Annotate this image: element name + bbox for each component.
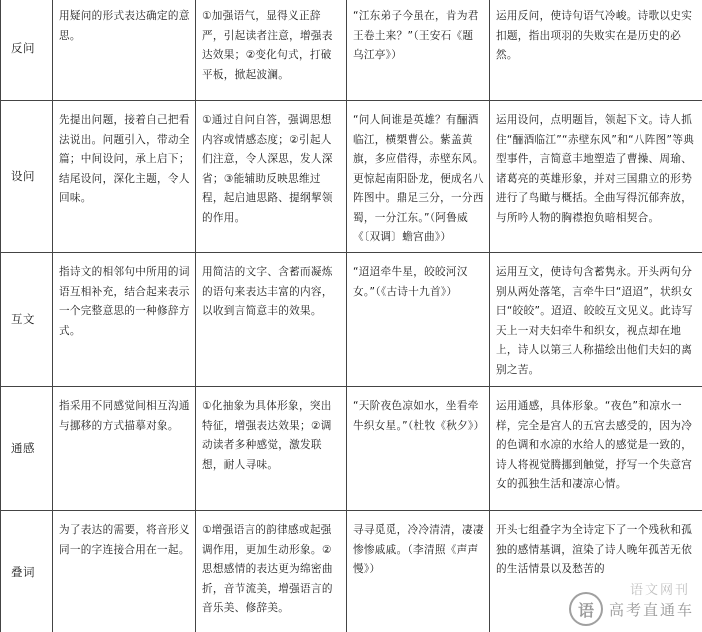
device-definition: 用疑问的形式表达确定的意思。: [53, 0, 196, 101]
table-row: [1, 0, 702, 101]
device-definition: 指采用不同感觉间相互沟通与挪移的方式描摹对象。: [53, 387, 196, 511]
table-row: [1, 511, 702, 632]
device-analysis: 运用设问，点明题旨，领起下文。诗人抓住“酾酒临江”“赤壁东风”和“八阵图”等典型事件，言简意丰地塑造了曹操、周瑜、诸葛亮的英雄形象，并对三国鼎立的形势进行了鸟瞰与概括。全曲写得沉郁奔放，与所吟人物的胸襟抱负暗相契合。: [490, 101, 702, 253]
device-effect: ①通过自问自答，强调思想内容或情感态度；②引起人们注意，令人深思，发人深省；③能辅助反映思维过程，起启迪思路、提纲挈领的作用。: [196, 101, 347, 253]
table-row: [1, 253, 702, 387]
device-example: 寻寻觅觅，冷冷清清，凄凄惨惨戚戚。（李清照《声声慢》）: [347, 511, 490, 632]
device-name: 反问: [1, 0, 53, 101]
device-name: 互文: [1, 253, 53, 387]
watermark-text-main: 高考直通车: [608, 600, 694, 619]
device-effect: ①化抽象为具体形象，突出特征，增强表达效果；②调动读者多种感觉，激发联想，耐人寻味。: [196, 387, 347, 511]
device-effect: ①增强语言的韵律感或起强调作用，更加生动形象。②思想感情的表达更为绵密曲折，音节流美，增强语言的音乐美、修辞美。: [196, 511, 347, 632]
device-example: “江东弟子今虽在，肯为君王卷土来？”（王安石《题乌江亭》）: [347, 0, 490, 101]
table-row: [1, 387, 702, 511]
device-example: “天阶夜色凉如水，坐看牵牛织女星。”（杜牧《秋夕》）: [347, 387, 490, 511]
device-analysis: 运用通感，具体形象。“夜色”和凉水一样，完全是宫人的五宫去感受的，因为冷的色调和水凉的水给人的感觉是一致的，诗人将视觉腾挪到触觉，抒写一个失意宫女的孤独生活和凄凉心情。: [490, 387, 702, 511]
device-effect: ①加强语气，显得义正辞严，引起读者注意，增强表达效果；②变化句式，打破平板，掀起波澜。: [196, 0, 347, 101]
device-analysis: 运用互文，使诗句含蓄隽永。开头两句分别从两处落笔，言牵牛曰“迢迢”，状织女曰“皎皎”。迢迢、皎皎互文见义。此诗写天上一对夫妇牵牛和织女，视点却在地上，诗人以第三人称描绘出他们夫妇的离别之苦。: [490, 253, 702, 387]
device-example: “问人间谁是英雄？有酾酒临江，横槊曹公。紫盖黄旗，多应借得，赤壁东风。更惊起南阳卧龙，便成名八阵图中。鼎足三分，一分西蜀，一分江东。”（阿鲁威《〔双调〕蟾宫曲》）: [347, 101, 490, 253]
device-definition: 先提出问题，接着自己把看法说出。问题引入，带动全篇；中间设问，承上启下；结尾设问，深化主题，令人回味。: [53, 101, 196, 253]
watermark-logo-icon: 语: [569, 592, 603, 626]
device-example: “迢迢牵牛星，皎皎河汉女。”（《古诗十九首》）: [347, 253, 490, 387]
device-analysis: 运用反问，使诗句语气冷峻。诗歌以史实扣题，指出项羽的失败实在是历史的必然。: [490, 0, 702, 101]
table-row: [1, 101, 702, 253]
device-analysis: 开头七组叠字为全诗定下了一个残秋和孤独的感情基调，渲染了诗人晚年孤苦无依的生活情景以及愁苦的: [490, 511, 702, 632]
device-name: 通感: [1, 387, 53, 511]
device-effect: 用简洁的文字、含蓄而凝炼的语句来表达丰富的内容，以收到言简意丰的效果。: [196, 253, 347, 387]
device-definition: 指诗文的相邻句中所用的词语互相补充，结合起来表示一个完整意思的一种修辞方式。: [53, 253, 196, 387]
watermark-text-sub: 语文网刊: [629, 583, 690, 598]
device-name: 设问: [1, 101, 53, 253]
device-name: 叠词: [1, 511, 53, 632]
device-definition: 为了表达的需要，将音形义同一的字连接合用在一起。: [53, 511, 196, 632]
